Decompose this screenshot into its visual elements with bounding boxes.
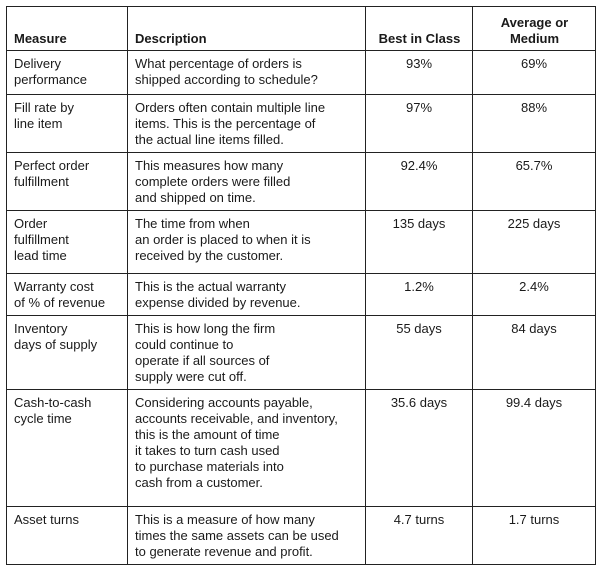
measure-line: fulfillment [14,174,69,189]
cell-description [128,95,366,153]
measure-line: Asset turns [14,512,80,527]
description-line: supply were cut off. [135,369,247,384]
header-measure: Measure [7,7,128,51]
description-line: This is a measure of how many [135,512,315,527]
description-line: and shipped on time. [135,190,256,205]
header-average-line1: Average or [500,15,569,30]
cell-average-or-medium: 2.4% [473,274,596,316]
cell-average-or-medium: 225 days [473,211,596,274]
measure-line: Fill rate by [14,100,74,115]
measure-line: Inventory [14,321,68,336]
measure-line: lead time [14,248,67,263]
description-line: it takes to turn cash used [135,443,280,458]
cell-description [128,211,366,274]
measures-table-container [6,6,595,565]
table-row [7,390,596,507]
description-line: the actual line items filled. [135,132,284,147]
cell-best-in-class: 97% [366,95,473,153]
cell-measure [7,95,128,153]
cell-description [128,507,366,565]
cell-best-in-class: 4.7 turns [366,507,473,565]
description-line: operate if all sources of [135,353,270,368]
measure-line: fulfillment [14,232,69,247]
measure-line: of % of revenue [14,295,106,310]
cell-best-in-class: 135 days [366,211,473,274]
description-line: This is how long the firm [135,321,276,336]
description-line: complete orders were filled [135,174,291,189]
description-line: The time from when [135,216,250,231]
measure-line: performance [14,72,87,87]
description-line: What percentage of orders is [135,56,302,71]
table-row [7,507,596,565]
cell-average-or-medium: 69% [473,51,596,95]
cell-description [128,51,366,95]
description-line: this is the amount of time [135,427,280,442]
cell-measure [7,153,128,211]
table-row [7,316,596,390]
measure-line: Cash-to-cash [14,395,92,410]
cell-measure [7,507,128,565]
header-average-line2: Medium [509,31,560,46]
cell-measure [7,51,128,95]
table-header-row [7,7,596,51]
measure-line: Warranty cost [14,279,94,294]
cell-best-in-class: 35.6 days [366,390,473,507]
header-description: Description [128,7,366,51]
measure-line: line item [14,116,63,131]
cell-description [128,274,366,316]
cell-average-or-medium: 65.7% [473,153,596,211]
description-line: expense divided by revenue. [135,295,301,310]
description-line: Considering accounts payable, [135,395,313,410]
description-line: times the same assets can be used [135,528,339,543]
description-line: an order is placed to when it is [135,232,311,247]
description-line: Orders often contain multiple line [135,100,326,115]
table-row [7,274,596,316]
table-row [7,51,596,95]
description-line: to generate revenue and profit. [135,544,313,559]
description-line: could continue to [135,337,234,352]
table-row [7,95,596,153]
cell-average-or-medium: 1.7 turns [473,507,596,565]
cell-best-in-class: 55 days [366,316,473,390]
cell-description [128,153,366,211]
cell-description [128,316,366,390]
cell-average-or-medium: 84 days [473,316,596,390]
cell-measure [7,316,128,390]
measure-line: Perfect order [14,158,90,173]
cell-average-or-medium: 88% [473,95,596,153]
description-line: to purchase materials into [135,459,284,474]
description-line: This is the actual warranty [135,279,287,294]
cell-best-in-class: 93% [366,51,473,95]
table-body [7,51,596,565]
measure-line: Order [14,216,48,231]
description-line: items. This is the percentage of [135,116,316,131]
table-row [7,153,596,211]
cell-measure [7,211,128,274]
measure-line: days of supply [14,337,98,352]
cell-average-or-medium: 99.4 days [473,390,596,507]
measure-line: cycle time [14,411,72,426]
cell-measure [7,274,128,316]
description-line: accounts receivable, and inventory, [135,411,338,426]
measures-table [6,6,596,565]
cell-description [128,390,366,507]
description-line: shipped according to schedule? [135,72,318,87]
cell-measure [7,390,128,507]
header-best-in-class: Best in Class [366,7,473,51]
description-line: received by the customer. [135,248,284,263]
table-row [7,211,596,274]
cell-best-in-class: 92.4% [366,153,473,211]
description-line: This measures how many [135,158,284,173]
description-line: cash from a customer. [135,475,263,490]
header-average-or-medium [473,7,596,51]
cell-best-in-class: 1.2% [366,274,473,316]
measure-line: Delivery [14,56,61,71]
